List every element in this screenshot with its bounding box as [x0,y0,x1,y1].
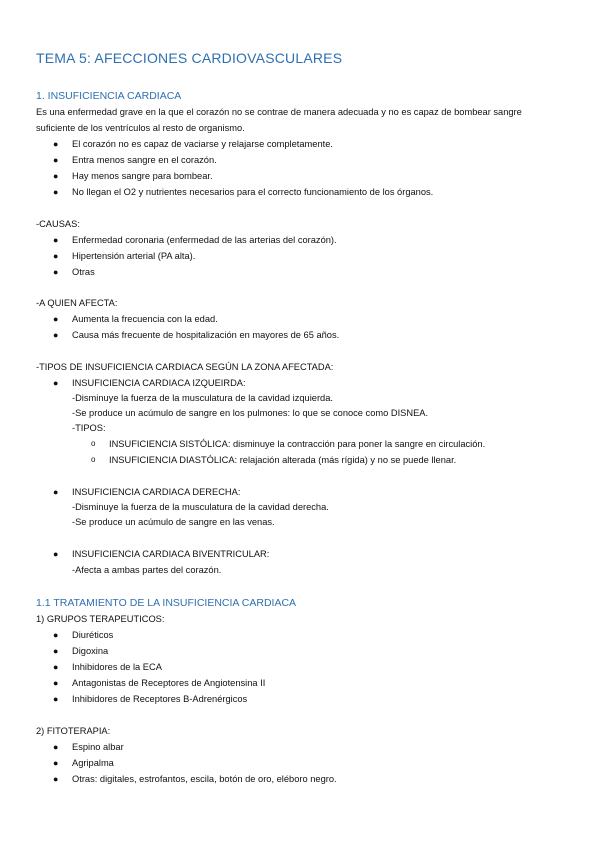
list-item: Enfermedad coronaria (enfermedad de las arterias del corazón). [72,235,337,245]
bullet-icon: ● [53,774,59,784]
list-item: El corazón no es capaz de vaciarse y relajarse completamente. [72,139,333,149]
list-item: Inhibidores de Receptores B-Adrenérgicos [72,694,248,704]
bullet-icon: ● [53,487,59,497]
paragraph-line: -Afecta a ambas partes del corazón. [72,565,222,575]
paragraph-line: -Disminuye la fuerza de la musculatura de la cavidad derecha. [72,502,329,512]
bullet-icon: ● [53,630,59,640]
bullet-icon: ● [53,267,59,277]
list-item: INSUFICIENCIA CARDIACA DERECHA: [72,487,241,497]
paragraph-line: Es una enfermedad grave en la que el corazón no se contrae de manera adecuada y no es capaz de bombear sangre [36,107,522,117]
subsection-heading: -TIPOS DE INSUFICIENCIA CARDIACA SEGÚN LA ZONA AFECTADA: [36,362,334,372]
subsection-heading: 2) FITOTERAPIA: [36,726,111,736]
bullet-icon: ● [53,549,59,559]
paragraph-line: -Disminuye la fuerza de la musculatura de la cavidad izquierda. [72,393,333,403]
list-item: Inhibidores de la ECA [72,662,162,672]
paragraph-line: -TIPOS: [72,423,106,433]
circle-bullet-icon: o [91,455,96,464]
section-heading: 1. INSUFICIENCIA CARDIACA [36,90,182,102]
list-item: Agripalma [72,758,114,768]
list-item: Digoxina [72,646,109,656]
list-item: Hipertensión arterial (PA alta). [72,251,196,261]
list-item: Espino albar [72,742,124,752]
list-item: Otras [72,267,95,277]
list-item: No llegan el O2 y nutrientes necesarios para el correcto funcionamiento de los órganos. [72,187,434,197]
bullet-icon: ● [53,330,59,340]
list-item: Diuréticos [72,630,114,640]
bullet-icon: ● [53,662,59,672]
list-item: Entra menos sangre en el corazón. [72,155,217,165]
paragraph-line: suficiente de los ventrículos al resto de organismo. [36,123,245,133]
list-item: Causa más frecuente de hospitalización en mayores de 65 años. [72,330,340,340]
bullet-icon: ● [53,314,59,324]
list-item: INSUFICIENCIA CARDIACA IZQUEIRDA: [72,378,246,388]
paragraph-line: -Se produce un acúmulo de sangre en las venas. [72,517,275,527]
bullet-icon: ● [53,235,59,245]
bullet-icon: ● [53,155,59,165]
bullet-icon: ● [53,171,59,181]
list-item: Aumenta la frecuencia con la edad. [72,314,218,324]
list-item: Hay menos sangre para bombear. [72,171,213,181]
bullet-icon: ● [53,139,59,149]
bullet-icon: ● [53,251,59,261]
subsection-heading: -CAUSAS: [36,219,80,229]
list-item: Antagonistas de Receptores de Angiotensina II [72,678,266,688]
sub-list-item: INSUFICIENCIA DIASTÓLICA: relajación alterada (más rígida) y no se puede llenar. [109,455,457,465]
bullet-icon: ● [53,646,59,656]
page-title: TEMA 5: AFECCIONES CARDIOVASCULARES [36,50,343,66]
list-item: INSUFICIENCIA CARDIACA BIVENTRICULAR: [72,549,270,559]
paragraph-line: -Se produce un acúmulo de sangre en los pulmones: lo que se conoce como DISNEA. [72,408,429,418]
circle-bullet-icon: o [91,439,96,448]
bullet-icon: ● [53,187,59,197]
bullet-icon: ● [53,758,59,768]
sub-list-item: INSUFICIENCIA SISTÓLICA: disminuye la contracción para poner la sangre en circulación. [109,439,486,449]
subsection-heading: -A QUIEN AFECTA: [36,298,118,308]
bullet-icon: ● [53,378,59,388]
list-item: Otras: digitales, estrofantos, escila, botón de oro, eléboro negro. [72,774,337,784]
bullet-icon: ● [53,742,59,752]
subsection-heading: 1) GRUPOS TERAPEUTICOS: [36,614,165,624]
bullet-icon: ● [53,694,59,704]
bullet-icon: ● [53,678,59,688]
section-heading: 1.1 TRATAMIENTO DE LA INSUFICIENCIA CARDIACA [36,597,297,609]
